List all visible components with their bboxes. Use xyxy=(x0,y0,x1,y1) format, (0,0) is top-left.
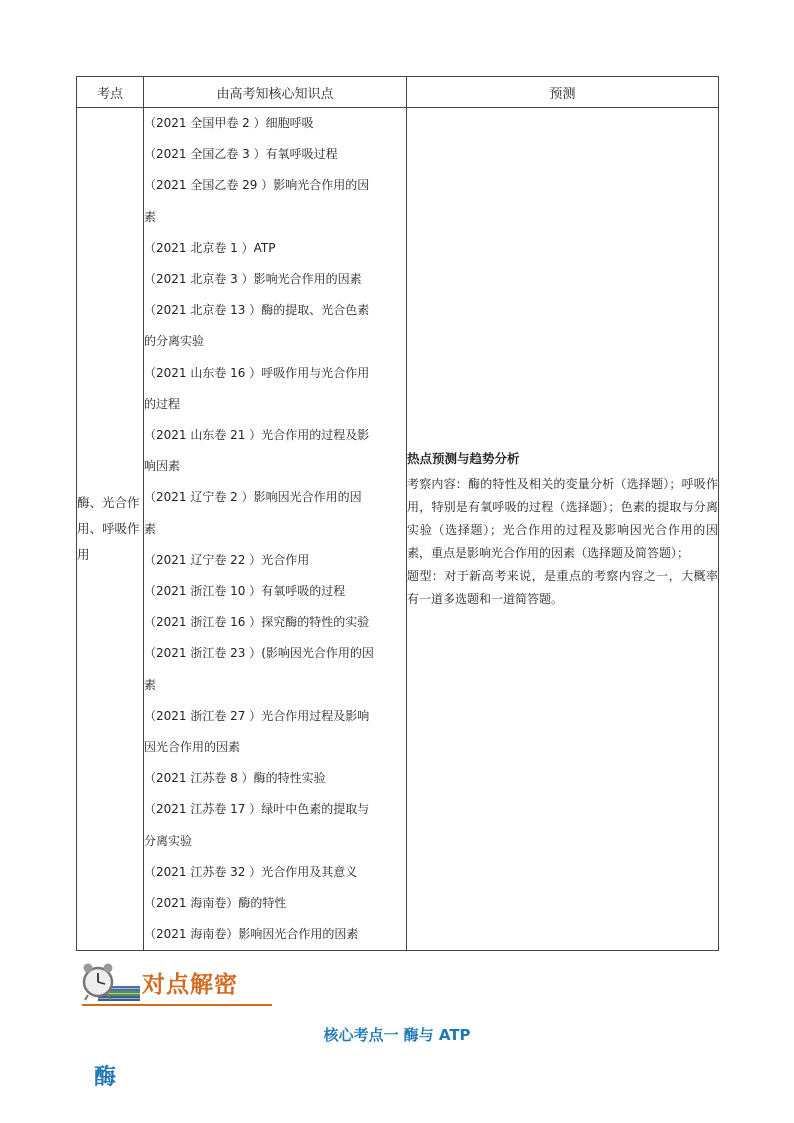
list-item: 的过程 xyxy=(144,396,181,411)
list-item: （2021 北京卷 3 ）影响光合作用的因素 xyxy=(144,272,362,287)
knowledge-items-cell xyxy=(144,108,407,951)
header-topic: 考点 xyxy=(77,77,144,108)
list-item: 素 xyxy=(144,677,157,692)
list-item: （2021 海南卷）影响因光合作用的因素 xyxy=(144,927,359,942)
list-item: 分离实验 xyxy=(144,833,193,848)
header-knowledge: 由高考知核心知识点 xyxy=(144,77,407,108)
list-item: 素 xyxy=(144,521,157,536)
list-item: （2021 全国乙卷 29 ）影响光合作用的因 xyxy=(144,178,370,193)
list-item: （2021 浙江卷 10 ）有氧呼吸的过程 xyxy=(144,584,346,599)
alarm-clock-books-icon xyxy=(78,960,142,1002)
table-row xyxy=(77,108,719,951)
banner-title: 对点解密 xyxy=(142,972,238,998)
list-item: （2021 山东卷 16 ）呼吸作用与光合作用 xyxy=(144,365,370,380)
banner-underline xyxy=(82,1004,272,1006)
list-item: （2021 浙江卷 16 ）探究酶的特性的实验 xyxy=(144,615,370,630)
table-header-row xyxy=(77,77,719,108)
list-item: 素 xyxy=(144,209,157,224)
core-topic-title: 核心考点一 酶与 ATP xyxy=(323,1026,471,1044)
list-item: （2021 辽宁卷 22 ）光合作用 xyxy=(144,552,310,567)
prediction-title: 热点预测与趋势分析 xyxy=(407,451,520,467)
list-item: （2021 江苏卷 8 ）酶的特性实验 xyxy=(144,771,326,786)
prediction-type: 题型：对于新高考来说，是重点的考察内容之一，大概率有一道多选题和一道简答题。 xyxy=(407,569,718,607)
section-banner xyxy=(78,960,274,1010)
list-item: （2021 江苏卷 32 ）光合作用及其意义 xyxy=(144,864,358,879)
list-item: （2021 海南卷）酶的特性 xyxy=(144,896,287,911)
list-item: （2021 全国甲卷 2 ）细胞呼吸 xyxy=(144,116,314,130)
list-item: （2021 江苏卷 17 ）绿叶中色素的提取与 xyxy=(144,802,370,817)
knowledge-table xyxy=(76,76,719,951)
list-item: （2021 全国乙卷 3 ）有氧呼吸过程 xyxy=(144,147,338,162)
header-prediction: 预测 xyxy=(407,77,719,108)
topic-cell: 酶、光合作用、呼吸作用 xyxy=(77,108,144,951)
list-item: （2021 辽宁卷 2 ）影响因光合作用的因 xyxy=(144,490,362,505)
list-item: （2021 浙江卷 23 ）(影响因光合作用的因 xyxy=(144,646,374,661)
prediction-content: 考察内容：酶的特性及相关的变量分析（选择题）；呼吸作用，特别是有氧呼吸的过程（选择题）；色素的提取与分离实验（选择题）；光合作用的过程及影响因光合作用的因素，重点是影响光合作用的因素（选择题及简答题）； xyxy=(407,477,718,561)
section-heading: 酶 xyxy=(94,1065,117,1090)
list-item: 响因素 xyxy=(144,459,181,474)
list-item: （2021 北京卷 1 ）ATP xyxy=(144,240,276,255)
list-item: （2021 山东卷 21 ）光合作用的过程及影 xyxy=(144,428,370,443)
list-item: 的分离实验 xyxy=(144,334,205,349)
prediction-cell xyxy=(407,108,719,951)
list-item: （2021 浙江卷 27 ）光合作用过程及影响 xyxy=(144,708,370,723)
list-item: （2021 北京卷 13 ）酶的提取、光合色素 xyxy=(144,303,370,318)
list-item: 因光合作用的因素 xyxy=(144,740,241,755)
